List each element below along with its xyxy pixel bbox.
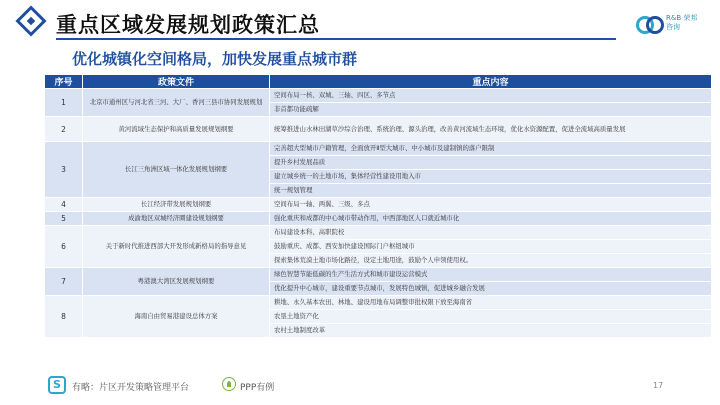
row-number: 3 bbox=[45, 142, 83, 198]
table-row bbox=[45, 268, 712, 282]
key-content: 非首都功能疏解 bbox=[270, 103, 712, 117]
table-row bbox=[45, 198, 712, 212]
key-content: 提升乡村发展品质 bbox=[270, 156, 712, 170]
policy-name: 黄河流域生态保护和高质量发展规划纲要 bbox=[83, 117, 270, 142]
row-number: 2 bbox=[45, 117, 83, 142]
key-content: 探索集体荒漠土地市场化路径，设定土地用途，鼓励个人申领使用权。 bbox=[270, 254, 712, 268]
brand-logo bbox=[636, 14, 702, 40]
row-number: 1 bbox=[45, 89, 83, 117]
col-header-content: 重点内容 bbox=[270, 75, 712, 89]
page-title: 重点区域发展规划政策汇总 bbox=[56, 13, 320, 37]
key-content: 统筹推进山水林田湖草沙综合治理、系统治理、源头治理，改善黄河流域生态环境，优化水资源配置，促进全流域高质量发展 bbox=[270, 117, 712, 142]
key-content: 绿色智慧节能低碳的生产生活方式和城市建设运营模式 bbox=[270, 268, 712, 282]
row-number: 4 bbox=[45, 198, 83, 212]
policy-name: 海南自由贸易港建设总体方案 bbox=[83, 296, 270, 338]
key-content: 耕地、永久基本农田、林地、建设用地布局调整审批权限下放至海南省 bbox=[270, 296, 712, 310]
key-content: 建立城乡统一的土地市场，集体经营性建设用地入市 bbox=[270, 170, 712, 184]
key-content: 强化重庆和成都的中心城市带动作用，中西部地区人口就近城市化 bbox=[270, 212, 712, 226]
row-number: 8 bbox=[45, 296, 83, 338]
key-content: 鼓励重庆、成都、西安加快建设国际门户枢纽城市 bbox=[270, 240, 712, 254]
table-row bbox=[45, 296, 712, 310]
logo-ring-icon bbox=[646, 16, 664, 34]
table-row bbox=[45, 142, 712, 156]
slide-header bbox=[0, 0, 720, 46]
policy-name: 长江经济带发展规划纲要 bbox=[83, 198, 270, 212]
col-header-policy: 政策文件 bbox=[83, 75, 270, 89]
key-content: 农垦土地资产化 bbox=[270, 310, 712, 324]
logo-text: R&B 荣邦咨询 bbox=[666, 14, 698, 31]
key-content: 完善超大型城市户籍管理，全面放开Ⅱ型大城市、中小城市及建制镇的落户限制 bbox=[270, 142, 712, 156]
row-number: 7 bbox=[45, 268, 83, 296]
table-header-row bbox=[45, 75, 712, 89]
key-content: 空间布局一核、双城、三轴、四区、多节点 bbox=[270, 89, 712, 103]
table-row bbox=[45, 117, 712, 142]
footer-logo-icon: S bbox=[48, 376, 66, 394]
diamond-icon bbox=[15, 5, 46, 36]
key-content: 空间布局一轴、两翼、三级、多点 bbox=[270, 198, 712, 212]
table-row bbox=[45, 212, 712, 226]
table-body bbox=[45, 89, 712, 338]
header-rule bbox=[56, 38, 616, 40]
policy-name: 长江三角洲区域一体化发展规划纲要 bbox=[83, 142, 270, 198]
key-content: 农村土地制度改革 bbox=[270, 324, 712, 338]
col-header-number: 序号 bbox=[45, 75, 83, 89]
section-subtitle: 优化城镇化空间格局，加快发展重点城市群 bbox=[72, 50, 358, 68]
footer-ppp-text: PPP有例 bbox=[240, 383, 275, 393]
ppp-icon bbox=[222, 377, 236, 391]
key-content: 布局建设本科、高职院校 bbox=[270, 226, 712, 240]
row-number: 5 bbox=[45, 212, 83, 226]
key-content: 优化提升中心城市，建设重要节点城市，发展特色城镇，促进城乡融合发展 bbox=[270, 282, 712, 296]
key-content: 统一规划管理 bbox=[270, 184, 712, 198]
policy-table bbox=[44, 74, 712, 338]
policy-name: 粤港澳大湾区发展规划纲要 bbox=[83, 268, 270, 296]
table-row bbox=[45, 226, 712, 240]
policy-name: 关于新时代推进西部大开发形成新格局的指导意见 bbox=[83, 226, 270, 268]
row-number: 6 bbox=[45, 226, 83, 268]
page-number: 17 bbox=[653, 381, 664, 390]
table-row bbox=[45, 89, 712, 103]
footer-platform-text: 有略：片区开发策略管理平台 bbox=[72, 383, 190, 393]
policy-name: 成渝地区双城经济圈建设规划纲要 bbox=[83, 212, 270, 226]
policy-name: 北京市通州区与河北省三河、大厂、香河三县市协同发展规划 bbox=[83, 89, 270, 117]
